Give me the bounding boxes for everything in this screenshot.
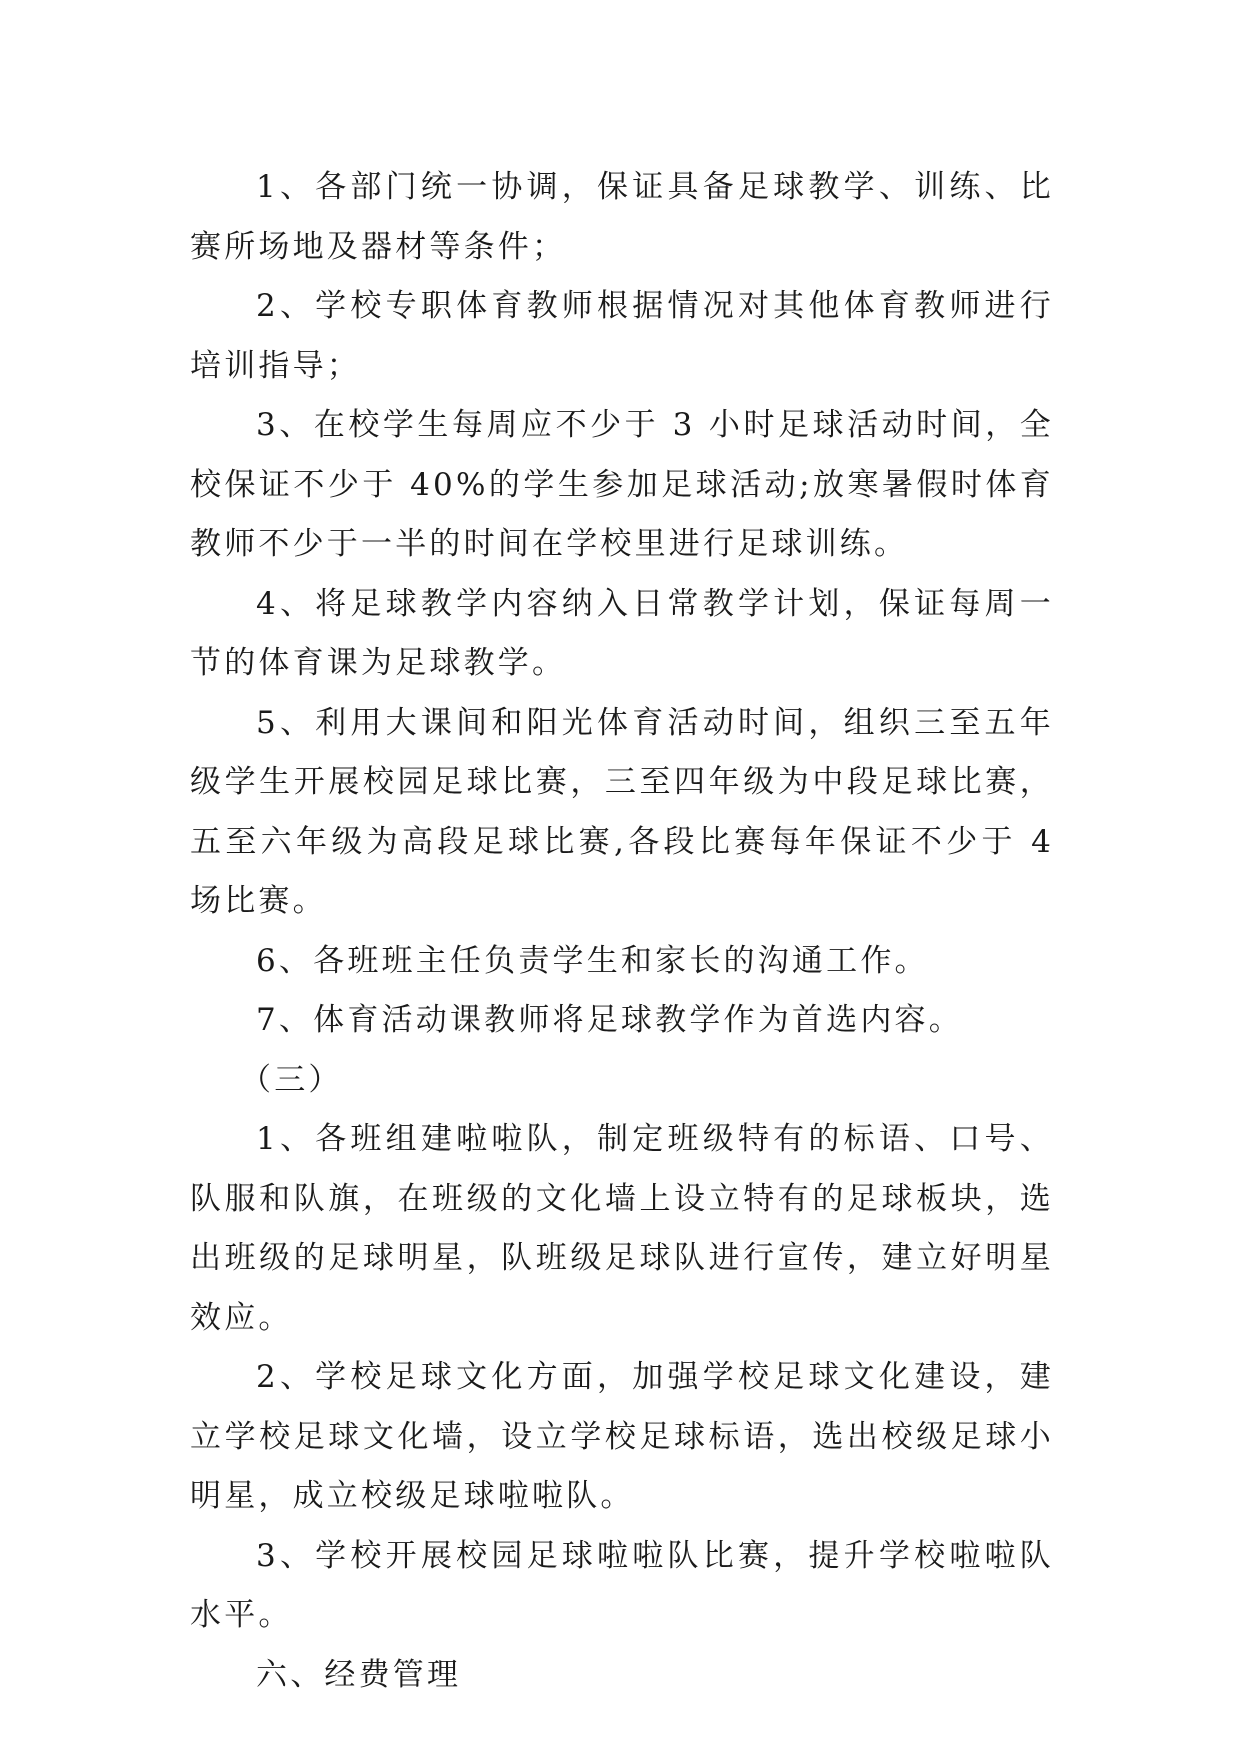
paragraph-cheerleading-class: 1、各班组建啦啦队，制定班级特有的标语、口号、队服和队旗，在班级的文化墙上设立特有的足球板块，选出班级的足球明星，队班级足球队进行宣传，建立好明星效应。 (190, 1121, 1054, 1336)
section-heading-three: （三） (240, 1061, 343, 1098)
paragraph-3-activity-time: 3、在校学生每周应不少于 3 小时足球活动时间，全校保证不少于 40%的学生参加足球活动;放寒暑假时体育教师不少于一半的时间在学校里进行足球训练。 (190, 407, 1054, 562)
paragraph-7-activity-class: 7、体育活动课教师将足球教学作为首选内容。 (256, 1002, 963, 1038)
document-page (190, 158, 1054, 1705)
paragraph-1-venue-equipment: 1、各部门统一协调，保证具备足球教学、训练、比赛所场地及器材等条件； (190, 169, 1054, 265)
paragraph-4-teaching-plan: 4、将足球教学内容纳入日常教学计划，保证每周一节的体育课为足球教学。 (190, 585, 1054, 681)
section-heading-funding: 六、经费管理 (256, 1656, 462, 1693)
paragraph-2-teacher-training: 2、学校专职体育教师根据情况对其他体育教师进行培训指导； (190, 288, 1054, 384)
paragraph-6-parent-communication: 6、各班班主任负责学生和家长的沟通工作。 (256, 942, 929, 979)
paragraph-5-campus-matches: 5、利用大课间和阳光体育活动时间，组织三至五年级学生开展校园足球比赛，三至四年级为中段足球比赛，五至六年级为高段足球比赛,各段比赛每年保证不少于 4 场比赛。 (190, 704, 1054, 919)
paragraph-cheerleading-competition: 3、学校开展校园足球啦啦队比赛，提升学校啦啦队水平。 (190, 1537, 1054, 1633)
paragraph-football-culture: 2、学校足球文化方面，加强学校足球文化建设，建立学校足球文化墙，设立学校足球标语，选出校级足球小明星，成立校级足球啦啦队。 (190, 1359, 1054, 1514)
